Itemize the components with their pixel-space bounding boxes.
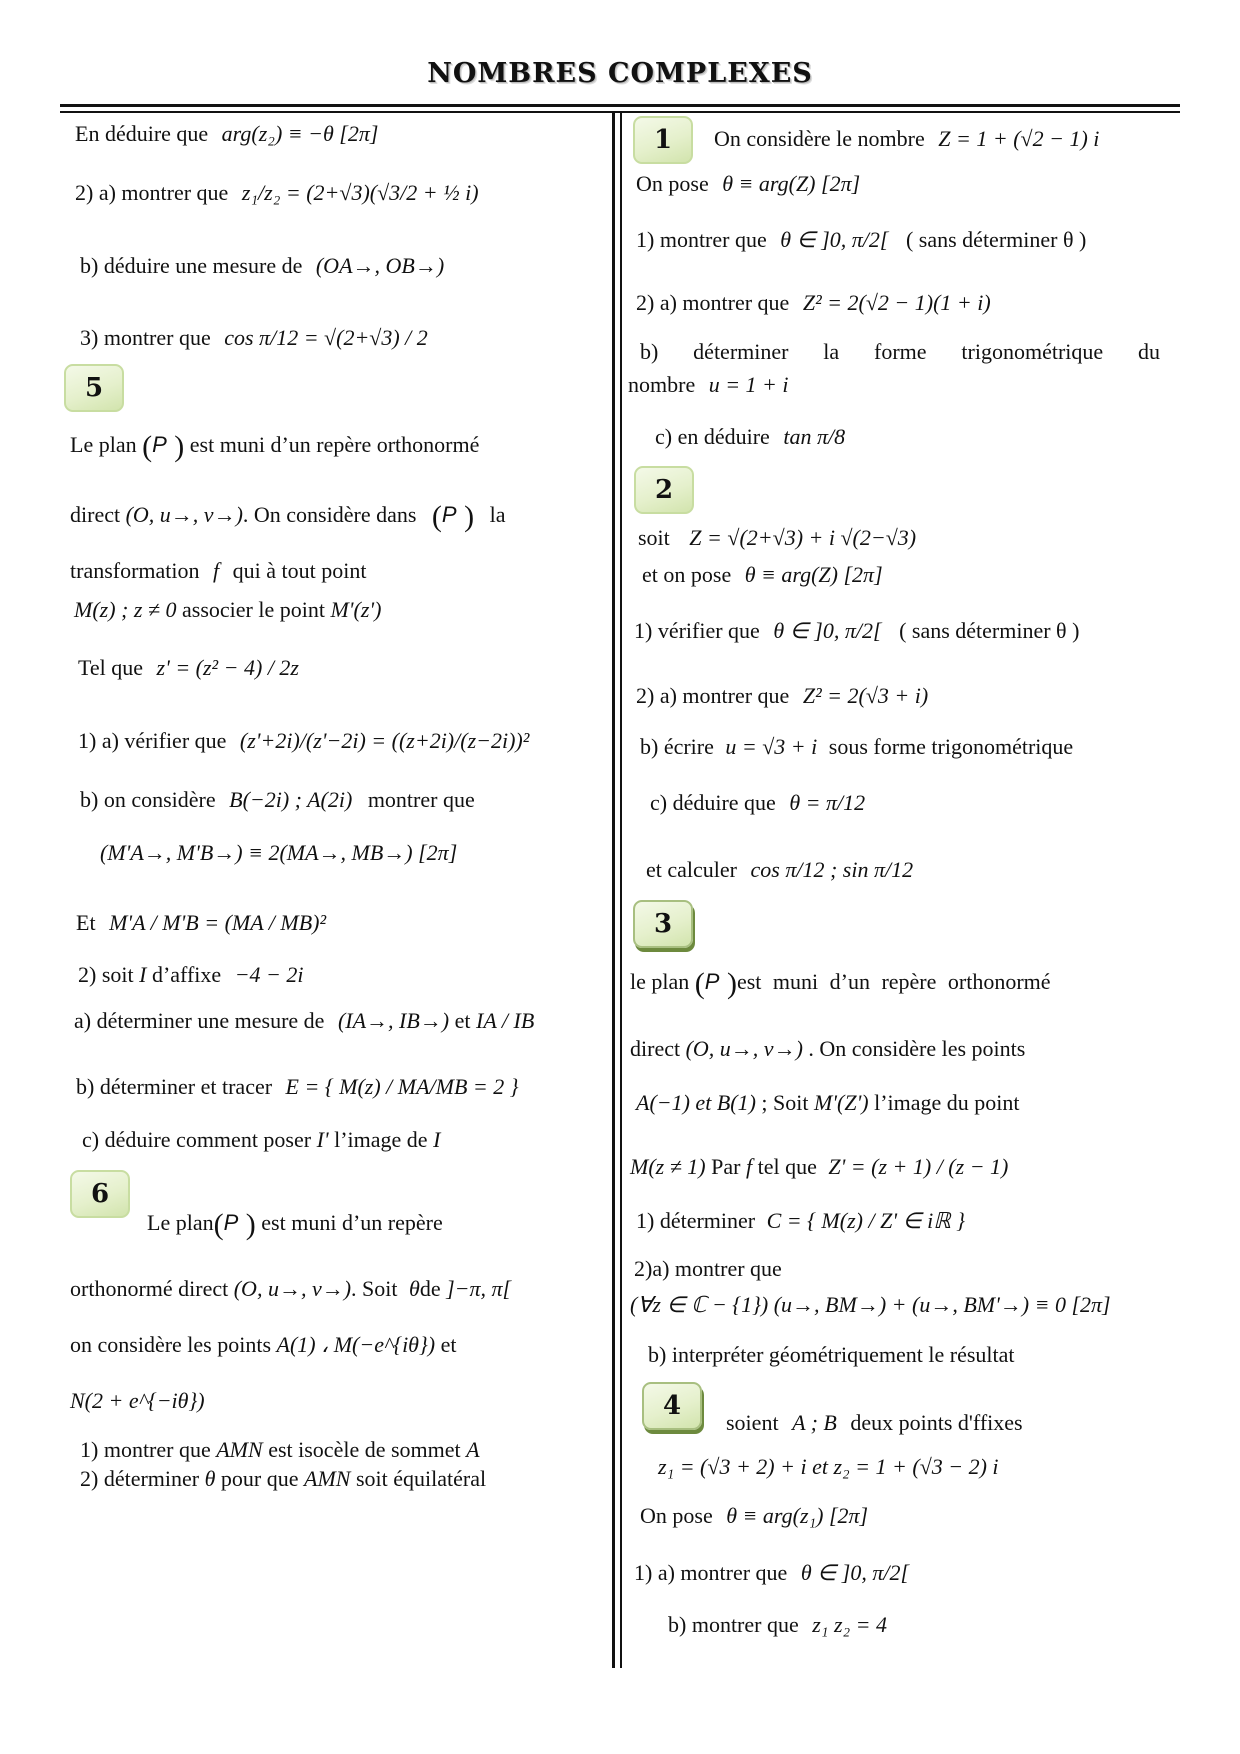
- ex1-pose: [636, 171, 860, 197]
- ex3-intro-4: [630, 1154, 1008, 1180]
- math-a: A: [466, 1437, 480, 1462]
- math-identity: (z'+2i)/(z'−2i) = ((z+2i)/(z−2i))²: [239, 728, 530, 753]
- math-angle-oa-ob: (OA→, OB→): [315, 253, 445, 278]
- math-affixes: z₁ = (√3 + 2) + i et z₂ = 1 + (√3 − 2) i: [658, 1454, 999, 1479]
- label: b) déterminer et tracer: [76, 1074, 273, 1099]
- label: 2) soit: [78, 962, 134, 987]
- text: l’image du point: [874, 1090, 1020, 1115]
- text: on considère les points: [70, 1332, 272, 1357]
- math-z: Z = √(2+√3) + i √(2−√3): [689, 525, 917, 550]
- text: orthonormé direct: [70, 1276, 229, 1301]
- label: 1) vérifier que: [634, 618, 760, 643]
- math-m: M(z ≠ 1): [630, 1154, 706, 1179]
- text: . Soit: [351, 1276, 398, 1301]
- text: qui à tout point: [232, 558, 367, 583]
- ex6-q1: [80, 1437, 480, 1463]
- label: 1) montrer que: [636, 227, 767, 252]
- math-angle-sum: (∀z ∈ ℂ − {1}) (u→, BM→) + (u→, BM'→) ≡ 0 [2π]: [630, 1292, 1111, 1317]
- math-i-prime: I': [316, 1127, 329, 1152]
- math-points-am: A(1) ، M(−e^{iθ}): [276, 1332, 436, 1357]
- label: 2) a) montrer que: [636, 290, 790, 315]
- math-i-point: I: [139, 962, 147, 987]
- ex1-q2b: [640, 339, 1160, 365]
- math-interval: ]−π, π[: [446, 1276, 512, 1301]
- label: et calculer: [646, 857, 737, 882]
- ex1-q1: [636, 227, 1086, 253]
- note: ( sans déterminer θ ): [905, 227, 1087, 252]
- ex3-q2a-math: [630, 1292, 1111, 1318]
- ex5-q2: [78, 962, 304, 988]
- ex4-q2a: [75, 180, 479, 206]
- math-theta-value: θ = π/12: [789, 790, 866, 815]
- math-frame: (O, u→, v→): [125, 502, 243, 527]
- text: nombre: [628, 372, 696, 397]
- ex4-q3: [80, 325, 428, 351]
- text: soit: [638, 525, 670, 550]
- exercise-badge-3: 3: [633, 900, 693, 948]
- ex5-definition: [78, 655, 299, 681]
- ex5-q2b: [76, 1074, 519, 1100]
- ex5-q2a: [74, 1008, 534, 1034]
- label: b) interpréter géométriquement le résultat: [648, 1342, 1015, 1367]
- ex5-q2c: [82, 1127, 440, 1153]
- ex3-intro-1: le plan (P )est muni d’un repère orthonormé: [630, 966, 1051, 1000]
- math-theta-arg: θ ≡ arg(Z) [2π]: [744, 562, 883, 587]
- ex4-q1a: [634, 1560, 909, 1586]
- math-ratio-ia-ib: IA / IB: [476, 1008, 535, 1033]
- math-f: f: [745, 1154, 753, 1179]
- text: sous forme trigonométrique: [828, 734, 1074, 759]
- text: deux points d'ffixes: [850, 1410, 1023, 1435]
- text: On pose: [636, 171, 709, 196]
- text: la: [489, 502, 506, 527]
- label: a) déterminer une mesure de: [74, 1008, 325, 1033]
- math-angle-relation: (M'A→, M'B→) ≡ 2(MA→, MB→) [2π]: [100, 840, 458, 865]
- math-frame: (O, u→, v→): [685, 1036, 803, 1061]
- math-cos-pi-12: cos π/12 = √(2+√3) / 2: [224, 325, 428, 350]
- label: c) déduire comment poser: [82, 1127, 312, 1152]
- text: Par: [711, 1154, 741, 1179]
- math-theta-arg: θ ≡ arg(z₁) [2π]: [726, 1503, 869, 1528]
- math-triangle: AMN: [216, 1437, 263, 1462]
- ex5-q1b-angle: [100, 840, 457, 866]
- text: En déduire que: [75, 121, 209, 146]
- ex4-q2b: [80, 253, 444, 279]
- ex6-intro-4: [70, 1388, 205, 1414]
- ex1-q2a: [636, 290, 991, 316]
- text: associer le point: [182, 597, 325, 622]
- label: 2) a) montrer que: [75, 180, 229, 205]
- ex5-intro-4: [74, 597, 381, 623]
- math-interval: θ ∈ ]0, π/2[: [780, 227, 889, 252]
- label: c) déduire que: [650, 790, 776, 815]
- text: et: [454, 1008, 471, 1033]
- ex4-pose: [640, 1503, 868, 1529]
- label: b) déterminer la forme trigonométrique du: [640, 339, 1160, 364]
- math-theta: θ: [409, 1276, 420, 1301]
- label: 1) a) vérifier que: [78, 728, 227, 753]
- text: . On considère dans: [242, 502, 417, 527]
- math-theta: θ: [204, 1466, 216, 1491]
- text: est muni d’un repère orthonormé: [189, 432, 480, 457]
- label: b) on considère: [80, 787, 216, 812]
- text: pour que: [220, 1466, 299, 1491]
- label: c) en déduire: [655, 424, 770, 449]
- math-frame: (O, u→, v→): [233, 1276, 352, 1301]
- ex2-q2a: [636, 683, 928, 709]
- exercise-badge-5: 5: [64, 364, 124, 412]
- math-u: u = 1 + i: [708, 372, 789, 397]
- text: et: [440, 1332, 457, 1357]
- text: d’affixe: [151, 962, 222, 987]
- label: b) montrer que: [668, 1612, 799, 1637]
- exercise-badge-1: 1: [633, 116, 693, 164]
- text: montrer que: [367, 787, 475, 812]
- math-tan: tan π/8: [783, 424, 846, 449]
- ex3-intro-2: [630, 1036, 1025, 1062]
- label: 3) montrer que: [80, 325, 211, 350]
- math-points-ab: B(−2i) ; A(2i): [229, 787, 353, 812]
- label: 2) a) montrer que: [636, 683, 790, 708]
- ex4-affixes: [658, 1454, 999, 1480]
- label: b) déduire une mesure de: [80, 253, 303, 278]
- text: le plan: [630, 969, 690, 994]
- ex3-intro-3: [636, 1090, 1020, 1116]
- text: On pose: [640, 1503, 713, 1528]
- label: 1) a) montrer que: [634, 1560, 788, 1585]
- math-point-n: N(2 + e^{−iθ}): [70, 1388, 205, 1413]
- ex5-q1a: [78, 728, 529, 754]
- ex1-intro: [714, 126, 1099, 152]
- math-z-squared: Z² = 2(√2 − 1)(1 + i): [802, 290, 991, 315]
- text: est muni d’un repère: [261, 1210, 443, 1235]
- math-product: z₁ z₂ = 4: [812, 1612, 887, 1637]
- text: transformation: [70, 558, 200, 583]
- text: soient: [726, 1410, 779, 1435]
- math-z-prime-def: Z' = (z + 1) / (z − 1): [828, 1154, 1009, 1179]
- ex5-intro-3: [70, 558, 366, 584]
- column-divider-thick: [612, 112, 615, 1668]
- ex6-intro-1: Le plan(P ) est muni d’un repère: [147, 1207, 443, 1241]
- column-divider-thin: [620, 112, 622, 1668]
- ex2-soit: [638, 525, 916, 551]
- note: ( sans déterminer θ ): [899, 618, 1080, 643]
- math-z-prime-def: z' = (z² − 4) / 2z: [156, 655, 299, 680]
- text: Le plan: [70, 432, 137, 457]
- exercise-badge-4: 4: [642, 1382, 702, 1430]
- plane-p: P: [441, 502, 457, 527]
- math-points-ab: A ; B: [792, 1410, 837, 1435]
- ex5-intro-1: Le plan (P ) est muni d’un repère orthonormé: [70, 429, 480, 463]
- header-rule-thick: [60, 104, 1180, 107]
- plane-p: P: [152, 432, 167, 457]
- label: 2) déterminer: [80, 1466, 200, 1491]
- ex3-q1: [636, 1208, 965, 1234]
- text: Tel que: [78, 655, 144, 680]
- text: soit équilatéral: [355, 1466, 487, 1491]
- document-title: NOMBRES COMPLEXES: [427, 58, 813, 89]
- math-i: I: [433, 1127, 441, 1152]
- math-mz-prime: M'(z'): [330, 597, 382, 622]
- math-arg-z2: arg(z₂) ≡ −θ [2π]: [221, 121, 379, 146]
- text: tel que: [757, 1154, 817, 1179]
- ex2-q2c: [650, 790, 865, 816]
- text: direct: [70, 502, 121, 527]
- ex6-q2: [80, 1466, 486, 1492]
- math-affix: −4 − 2i: [234, 962, 304, 987]
- text: l’image de: [334, 1127, 428, 1152]
- math-angle-ia-ib: (IA→, IB→): [337, 1008, 450, 1033]
- ex4-intro: [726, 1410, 1023, 1436]
- math-f: f: [213, 558, 220, 583]
- ex3-q2b: [648, 1342, 1015, 1368]
- ex2-q2b: [640, 734, 1073, 760]
- label: 2)a) montrer que: [634, 1256, 782, 1281]
- math-interval: θ ∈ ]0, π/2[: [773, 618, 882, 643]
- ex5-intro-2: direct (O, u→, v→). On considère dans (P ) la: [70, 499, 506, 533]
- text: de: [419, 1276, 441, 1301]
- math-theta-arg: θ ≡ arg(Z) [2π]: [722, 171, 861, 196]
- math-interval: θ ∈ ]0, π/2[: [800, 1560, 910, 1585]
- ex6-intro-2: [70, 1276, 511, 1302]
- math-points-ab: A(−1) et B(1): [636, 1090, 756, 1115]
- ex4-q1b: [668, 1612, 887, 1638]
- math-mz: M(z) ; z ≠ 0: [74, 597, 177, 622]
- math-ratio: M'A / M'B = (MA / MB)²: [109, 910, 327, 935]
- math-z-squared: Z² = 2(√3 + i): [802, 683, 929, 708]
- math-set-e: E = { M(z) / MA/MB = 2 }: [285, 1074, 519, 1099]
- ex5-ratio: [76, 910, 326, 936]
- text: Et: [76, 910, 96, 935]
- text: On considère le nombre: [714, 126, 925, 151]
- ex6-intro-3: [70, 1332, 457, 1358]
- ex3-q2a: [634, 1256, 782, 1282]
- math-cos-sin: cos π/12 ; sin π/12: [750, 857, 914, 882]
- math-set-c: C = { M(z) / Z' ∈ iℝ }: [766, 1208, 966, 1233]
- math-z: Z = 1 + (√2 − 1) i: [938, 126, 1100, 151]
- text: et on pose: [642, 562, 732, 587]
- ex1-q2b-cont: [628, 372, 789, 398]
- math-m-prime: M'(Z'): [813, 1090, 869, 1115]
- label: b) écrire: [640, 734, 714, 759]
- exercise-badge-2: 2: [634, 466, 694, 514]
- text: direct: [630, 1036, 681, 1061]
- label: 1) déterminer: [636, 1208, 756, 1233]
- ex5-q1b: [80, 787, 475, 813]
- ex2-q1: [634, 618, 1079, 644]
- text: Le plan: [147, 1210, 214, 1235]
- ex2-q2d: [646, 857, 913, 883]
- label: 1) montrer que: [80, 1437, 211, 1462]
- ex2-pose: [642, 562, 883, 588]
- ex1-q2c: [655, 424, 845, 450]
- math-u: u = √3 + i: [725, 734, 818, 759]
- plane-p: P: [223, 1210, 239, 1235]
- text: . On considère les points: [808, 1036, 1026, 1061]
- exercise-badge-6: 6: [70, 1170, 130, 1218]
- ex4-deduce-arg: [75, 121, 378, 147]
- text: est isocèle de sommet: [268, 1437, 461, 1462]
- text: est muni d’un repère orthonormé: [736, 969, 1051, 994]
- text: ; Soit: [761, 1090, 809, 1115]
- math-triangle: AMN: [304, 1466, 351, 1491]
- math-z1-over-z2: z₁/z₂ = (2+√3)(√3/2 + ½ i): [241, 180, 479, 205]
- plane-p: P: [704, 969, 720, 994]
